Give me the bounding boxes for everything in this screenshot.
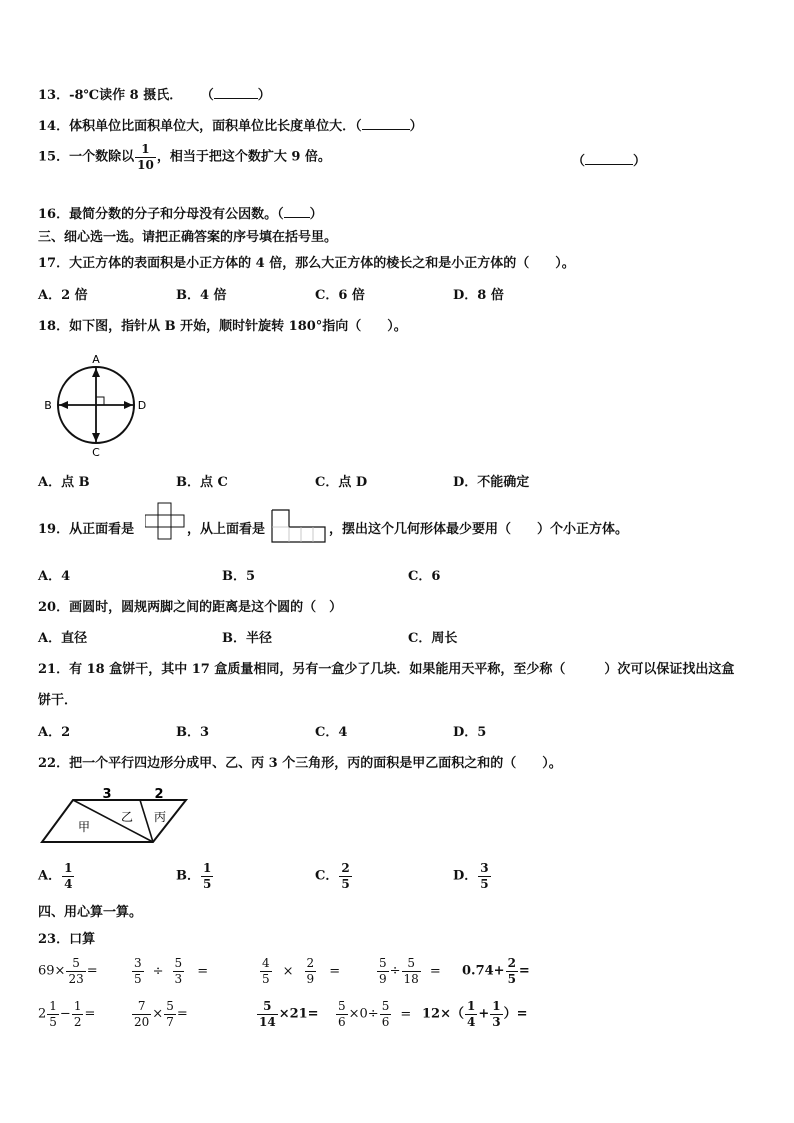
question-text: 大正方体的表面积是小正方体的 4 倍，那么大正方体的棱长之和是小正方体的（ ）。 [69,256,575,271]
arrow-left-icon [59,401,68,409]
question-16 [38,205,323,221]
question-text: -8℃读作 8 摄氏． [69,88,183,103]
question-19-post: ，摆出这个几何形体最少要用（ ）个小正方体。 [329,522,629,537]
calc-6: 2 $\frac{1}{5}$ − $\frac{1}{2}$ = [38,999,96,1029]
question-15-answer [572,152,646,168]
option-c[interactable]: C．4 [315,725,348,740]
option-b[interactable]: B． $\frac{1}{5}$ [176,861,212,891]
answer-blank[interactable] [284,205,310,218]
paren-open: （ [572,154,586,169]
option-c[interactable]: C．周长 [408,631,458,646]
question-text: 把一个平行四边形分成甲、乙、丙 3 个三角形，丙的面积是甲乙面积之和的（ ）。 [69,756,562,771]
question-number: 22． [38,756,70,771]
question-number: 19． [38,522,70,537]
option-c[interactable]: C．6 倍 [315,288,365,303]
label-top-3: 3 [102,787,112,802]
option-b[interactable]: B．半径 [222,631,272,646]
question-text: 最简分数的分子和分母没有公因数。（ [69,207,284,222]
option-a[interactable]: A．4 [38,569,71,584]
question-number: 16． [38,207,70,222]
question-number: 21． [38,662,70,677]
question-title: 口算 [69,932,96,947]
option-d[interactable]: D． $\frac{3}{5}$ [453,861,489,891]
option-b[interactable]: B．4 倍 [176,288,227,303]
paren-close: ） [257,88,271,103]
paren-close: ） [633,154,647,169]
option-b[interactable]: B．3 [176,725,210,740]
question-13 [38,86,271,102]
option-a[interactable]: A．2 倍 [38,288,88,303]
option-a[interactable]: A．点 B [38,475,90,490]
question-text-pre: 一个数除以 [69,149,135,165]
fraction: $\frac{1}{10}$ [137,142,154,172]
option-d[interactable]: D．5 [453,725,487,740]
paren-open: （ [200,88,214,103]
arrow-right-icon [124,401,133,409]
arrow-down-icon [92,433,100,442]
answer-blank[interactable] [362,117,410,130]
question-21 [38,663,734,676]
question-17 [38,257,575,270]
option-b[interactable]: B．点 C [176,475,228,490]
question-text: 体积单位比面积单位大，面积单位比长度单位大．（ [69,119,362,134]
question-text-post: ，相当于把这个数扩大 9 倍。 [156,149,331,165]
question-15 [38,143,331,171]
paren-close: ） [309,207,323,222]
calc-7: $\frac{7}{20}$ × $\frac{5}{7}$ = [134,999,188,1029]
parallelogram-figure [40,784,190,846]
question-number: 17． [38,256,70,271]
question-number: 13． [38,88,70,103]
label-a: A [92,353,100,366]
option-a[interactable]: A．直径 [38,631,88,646]
question-number: 18． [38,319,70,334]
question-22 [38,757,562,770]
label-jia: 甲 [77,820,91,834]
arrow-up-icon [92,368,100,377]
option-c[interactable]: C．点 D [315,475,368,490]
section-heading-4: 四、用心算一算。 [38,905,143,920]
section-heading-3: 三、细心选一选。请把正确答案的序号填在括号里。 [38,230,338,245]
answer-blank[interactable] [214,86,258,99]
calc-9: $\frac{5}{6}$ ×0÷ $\frac{5}{6}$ = [338,999,412,1029]
question-19-mid: ，从上面看是 [187,522,266,537]
calc-5: 0.74+ $\frac{2}{5}$ = [462,956,530,986]
calc-1: 69× $\frac{5}{23}$ = [38,956,98,986]
calc-8: $\frac{5}{14}$ ×21= [259,999,319,1029]
question-number: 20． [38,600,70,615]
compass-dial-figure [40,350,152,458]
question-14 [38,117,423,133]
question-text: 如下图，指针从 B 开始，顺时针旋转 180°指向（ ）。 [69,319,407,334]
question-20 [38,601,342,614]
question-text-line1: 有 18 盒饼干，其中 17 盒质量相同，另有一盒少了几块．如果能用天平称，至少称（ ）次可以保证找出这盒 [69,662,735,677]
label-c: C [92,446,100,458]
question-18 [38,320,407,333]
calc-2: $\frac{3}{5}$ ÷ $\frac{5}{3}$ = [134,956,209,986]
label-d: D [137,399,147,412]
option-c[interactable]: C． $\frac{2}{5}$ [315,861,350,891]
question-23 [38,933,95,946]
calc-3: $\frac{4}{5}$ × $\frac{2}{9}$ = [262,956,341,986]
option-a[interactable]: A．2 [38,725,71,740]
option-d[interactable]: D．8 倍 [453,288,504,303]
option-c[interactable]: C．6 [408,569,441,584]
option-d[interactable]: D．不能确定 [453,475,530,490]
front-view-figure [145,502,185,540]
right-angle-mark [96,397,104,405]
calc-4: $\frac{5}{9}$ ÷ $\frac{5}{18}$ = [379,956,441,986]
question-21-line2: 饼干． [38,693,78,708]
question-number: 14． [38,119,70,134]
question-text: 画圆时，圆规两脚之间的距离是这个圆的（ ） [69,600,343,615]
option-a[interactable]: A． $\frac{1}{4}$ [38,861,73,891]
option-b[interactable]: B．5 [222,569,256,584]
answer-blank[interactable] [585,152,633,165]
question-number: 15． [38,149,70,165]
calc-10: 12×（ $\frac{1}{4}$ + $\frac{1}{3}$ ）= [422,999,528,1029]
paren-close: ） [409,119,423,134]
label-b: B [44,399,52,412]
question-number: 23． [38,932,70,947]
question-19 [38,523,134,536]
label-yi: 乙 [120,810,134,824]
label-top-2: 2 [154,787,164,802]
label-bing: 丙 [153,810,167,824]
top-view-figure [271,509,327,543]
question-text-pre: 从正面看是 [69,522,135,537]
